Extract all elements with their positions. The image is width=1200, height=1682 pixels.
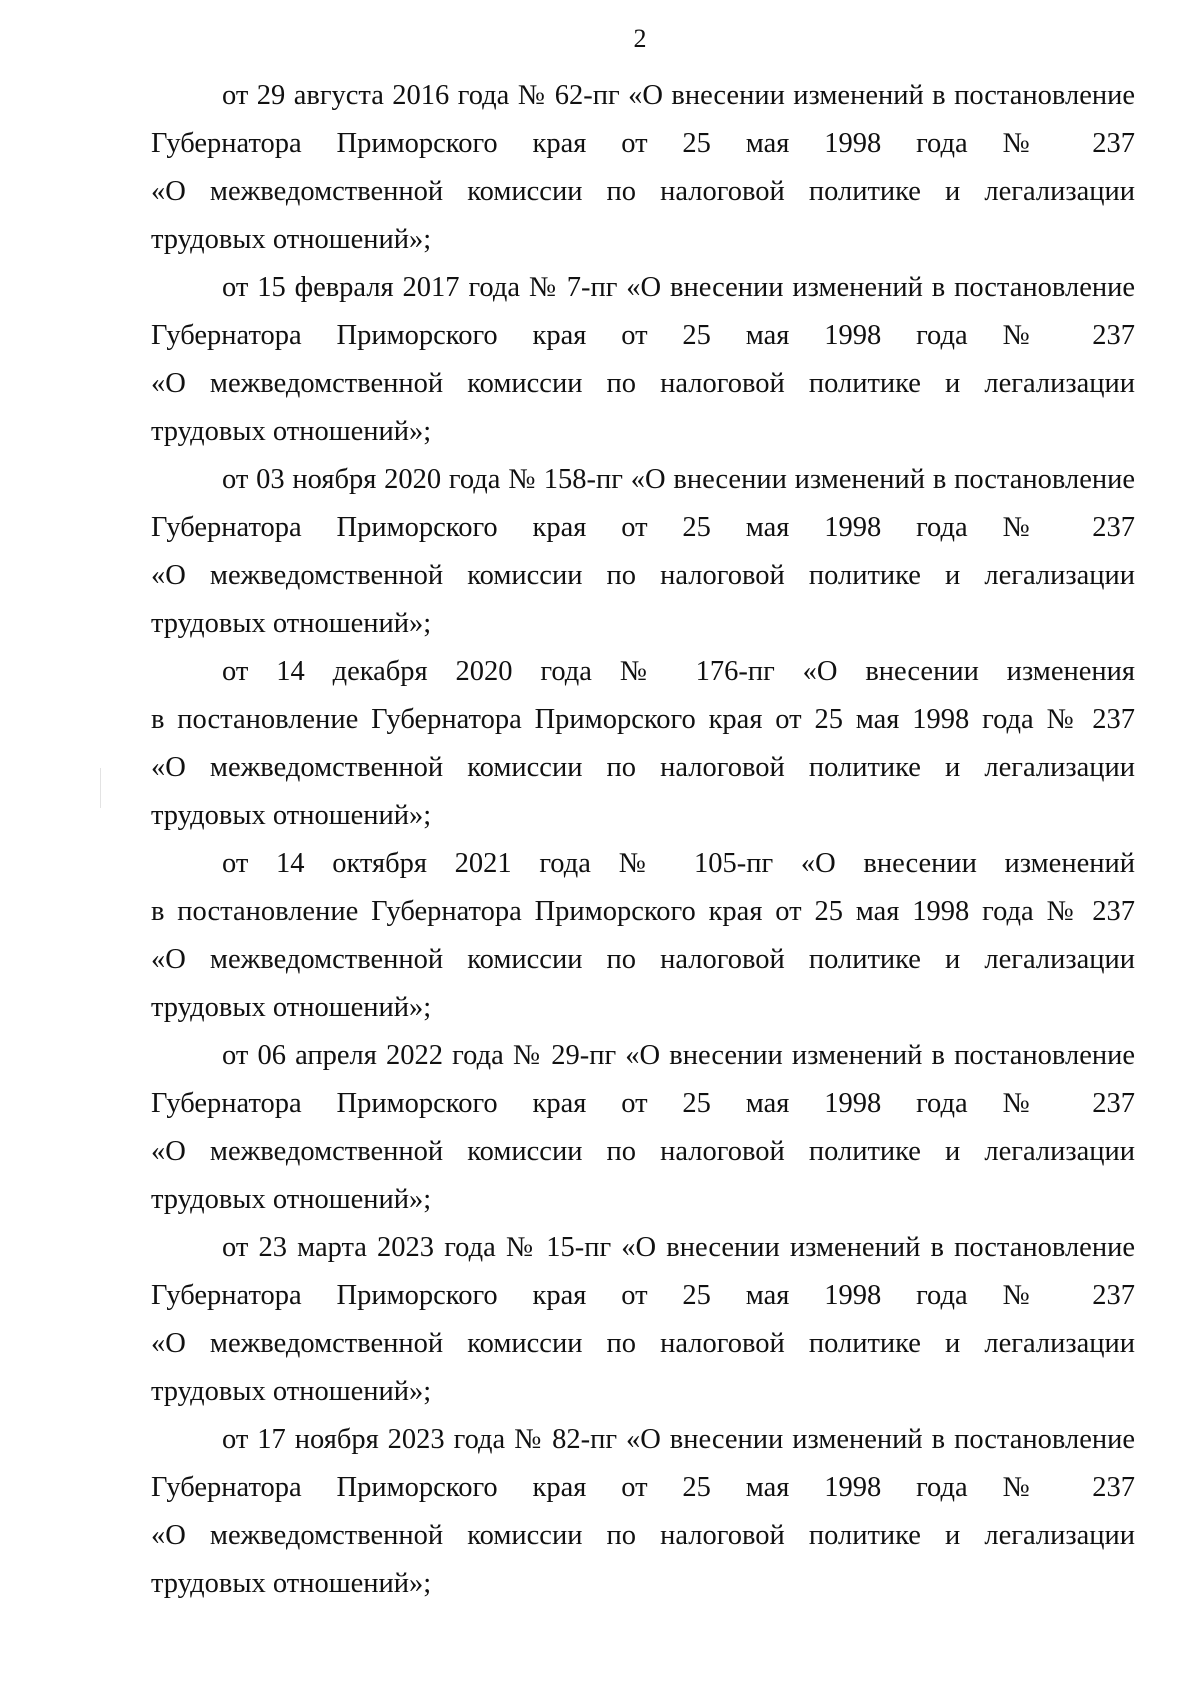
amendment-entry <box>151 840 1135 1032</box>
entry-line: «О межведомственной комиссии по налоговой политике и легализации <box>151 368 1135 399</box>
entry-line: в постановление Губернатора Приморского края от 25 мая 1998 года № 237 <box>151 704 1135 735</box>
entry-line: Губернатора Приморского края от 25 мая 1998 года № 237 <box>151 1472 1135 1503</box>
entry-line: Губернатора Приморского края от 25 мая 1998 года № 237 <box>151 1088 1135 1119</box>
entry-line: трудовых отношений»; <box>151 1184 432 1215</box>
entry-line: «О межведомственной комиссии по налоговой политике и легализации <box>151 752 1135 783</box>
amendment-list <box>151 72 1135 1608</box>
entry-line: Губернатора Приморского края от 25 мая 1998 года № 237 <box>151 1280 1135 1311</box>
entry-line: «О межведомственной комиссии по налоговой политике и легализации <box>151 176 1135 207</box>
entry-line: трудовых отношений»; <box>151 1568 432 1599</box>
entry-line: в постановление Губернатора Приморского края от 25 мая 1998 года № 237 <box>151 896 1135 927</box>
entry-first-line: от 17 ноября 2023 года № 82-пг «О внесении изменений в постановление <box>222 1424 1135 1455</box>
scan-margin-mark <box>100 768 101 808</box>
amendment-entry <box>151 1032 1135 1224</box>
entry-first-line: от 14 октября 2021 года № 105-пг «О внесении изменений <box>222 848 1135 879</box>
amendment-entry <box>151 648 1135 840</box>
amendment-entry <box>151 1416 1135 1608</box>
entry-line: трудовых отношений»; <box>151 608 432 639</box>
entry-line: «О межведомственной комиссии по налоговой политике и легализации <box>151 560 1135 591</box>
amendment-entry <box>151 456 1135 648</box>
entry-line: «О межведомственной комиссии по налоговой политике и легализации <box>151 1136 1135 1167</box>
entry-line: трудовых отношений»; <box>151 224 432 255</box>
amendment-entry <box>151 72 1135 264</box>
amendment-entry <box>151 1224 1135 1416</box>
entry-line: трудовых отношений»; <box>151 800 432 831</box>
entry-line: трудовых отношений»; <box>151 992 432 1023</box>
amendment-entry <box>151 264 1135 456</box>
entry-first-line: от 06 апреля 2022 года № 29-пг «О внесении изменений в постановление <box>222 1040 1135 1071</box>
entry-line: Губернатора Приморского края от 25 мая 1998 года № 237 <box>151 320 1135 351</box>
entry-line: «О межведомственной комиссии по налоговой политике и легализации <box>151 1520 1135 1551</box>
entry-first-line: от 14 декабря 2020 года № 176-пг «О внесении изменения <box>222 656 1135 687</box>
entry-first-line: от 03 ноября 2020 года № 158-пг «О внесении изменений в постановление <box>222 464 1135 495</box>
entry-line: трудовых отношений»; <box>151 416 432 447</box>
entry-line: Губернатора Приморского края от 25 мая 1998 года № 237 <box>151 128 1135 159</box>
entry-line: трудовых отношений»; <box>151 1376 432 1407</box>
entry-first-line: от 15 февраля 2017 года № 7-пг «О внесении изменений в постановление <box>222 272 1135 303</box>
entry-line: «О межведомственной комиссии по налоговой политике и легализации <box>151 944 1135 975</box>
entry-line: Губернатора Приморского края от 25 мая 1998 года № 237 <box>151 512 1135 543</box>
page-number: 2 <box>633 24 647 53</box>
entry-line: «О межведомственной комиссии по налоговой политике и легализации <box>151 1328 1135 1359</box>
entry-first-line: от 23 марта 2023 года № 15-пг «О внесении изменений в постановление <box>222 1232 1135 1263</box>
entry-first-line: от 29 августа 2016 года № 62-пг «О внесении изменений в постановление <box>222 80 1135 111</box>
